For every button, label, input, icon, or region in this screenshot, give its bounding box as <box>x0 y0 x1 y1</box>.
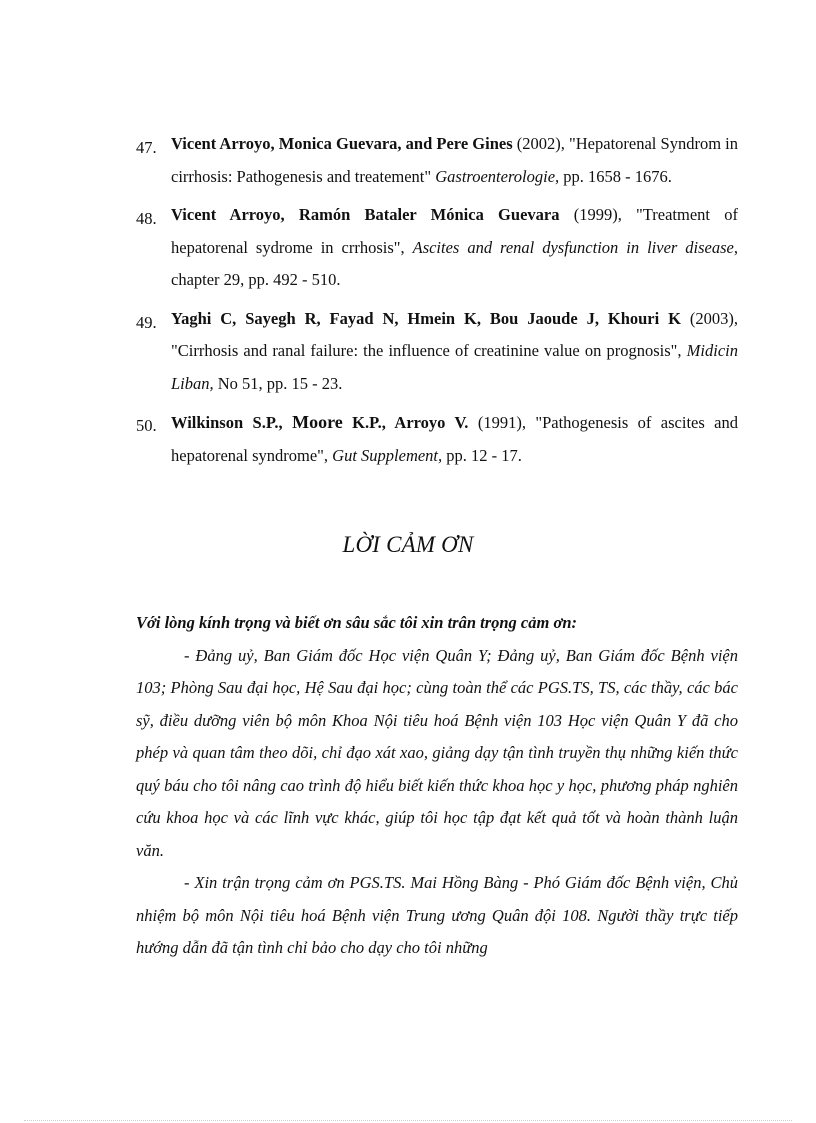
acknowledgement-paragraph: - Đảng uỷ, Ban Giám đốc Học viện Quân Y; Đảng uỷ, Ban Giám đốc Bệnh viện 103; Phòng Sau đại học, Hệ Sau đại học; cùng toàn thể các PGS.TS, TS, các thầy, các bác sỹ, điều dưỡng viên bộ môn Khoa Nội tiêu hoá Bệnh viện 103 Học viện Quân Y đã cho phép và quan tâm theo dõi, chỉ đạo xát xao, giảng dạy tận tình truyền thụ những kiến thức quý báu cho tôi nâng cao trình độ hiểu biết kiến thức khoa học y học, phương pháp nghiên cứu khoa học và các lĩnh vực khác, giúp tôi học tập đạt kết quả tốt và hoàn thành luận văn. <box>136 645 738 860</box>
acknowledgement-intro: Với lòng kính trọng và biết ơn sâu sắc tôi xin trân trọng cảm ơn: <box>136 613 577 632</box>
reference-number: 48. <box>136 209 157 228</box>
reference-author-moore: Moore <box>292 412 343 432</box>
reference-number: 49. <box>136 312 157 332</box>
reference-item <box>136 406 738 472</box>
acknowledgement-title: LỜI CẢM ƠN <box>342 532 474 557</box>
reference-authors: Wilkinson S.P., <box>171 413 293 432</box>
reference-journal: Gut Supplement, <box>332 445 443 465</box>
reference-tail: pp. 12 - 17. <box>442 445 522 465</box>
reference-authors: Yaghi C, Sayegh R, Fayad N, Hmein K, Bou Jaoude J, Khouri K <box>171 308 681 328</box>
reference-tail: pp. 1658 - 1676. <box>559 166 672 186</box>
reference-authors: Vicent Arroyo, Ramón Bataler Mónica Guevara <box>171 205 560 224</box>
reference-text: (1999), "Treatment of hepatorenal sydrome in crrhosis", <box>171 205 738 257</box>
reference-item <box>136 199 738 297</box>
reference-authors: Vicent Arroyo, Monica Guevara, and Pere Gines <box>171 134 513 153</box>
reference-tail: No 51, pp. 15 - 23. <box>213 373 343 393</box>
reference-tail: , chapter 29, pp. 492 - 510. <box>171 237 738 289</box>
reference-list <box>136 128 738 478</box>
reference-number: 47. <box>136 138 157 157</box>
reference-text: (2003), "Cirrhosis and ranal failure: the influence of creatinine value on prognosis", <box>171 308 739 360</box>
reference-journal: Midicin Liban, <box>171 341 738 393</box>
page-bottom-rule <box>24 1120 792 1121</box>
reference-journal: Gastroenterologie, <box>435 166 560 186</box>
reference-journal: Ascites and renal dysfunction in liver disease <box>412 237 734 257</box>
reference-item <box>136 303 738 401</box>
acknowledgement-body <box>136 607 738 965</box>
reference-text: (2002), "Hepatorenal Syndrom in cirrhosis: Pathogenesis and treatement" <box>171 134 738 186</box>
reference-number: 50. <box>136 416 157 435</box>
reference-item <box>136 128 738 193</box>
reference-authors-rest: K.P., Arroyo V. <box>342 413 469 432</box>
acknowledgement-paragraph: - Xin trận trọng cảm ơn PGS.TS. Mai Hồng Bàng - Phó Giám đốc Bệnh viện, Chủ nhiệm bộ môn Nội tiêu hoá Bệnh viện Trung ương Quân đội 108. Người thầy trực tiếp hướng dẫn đã tận tình chỉ bảo cho dạy cho tôi những <box>136 873 738 957</box>
reference-text: (1991), "Pathogenesis of ascites and hepatorenal syndrome", <box>171 413 738 465</box>
